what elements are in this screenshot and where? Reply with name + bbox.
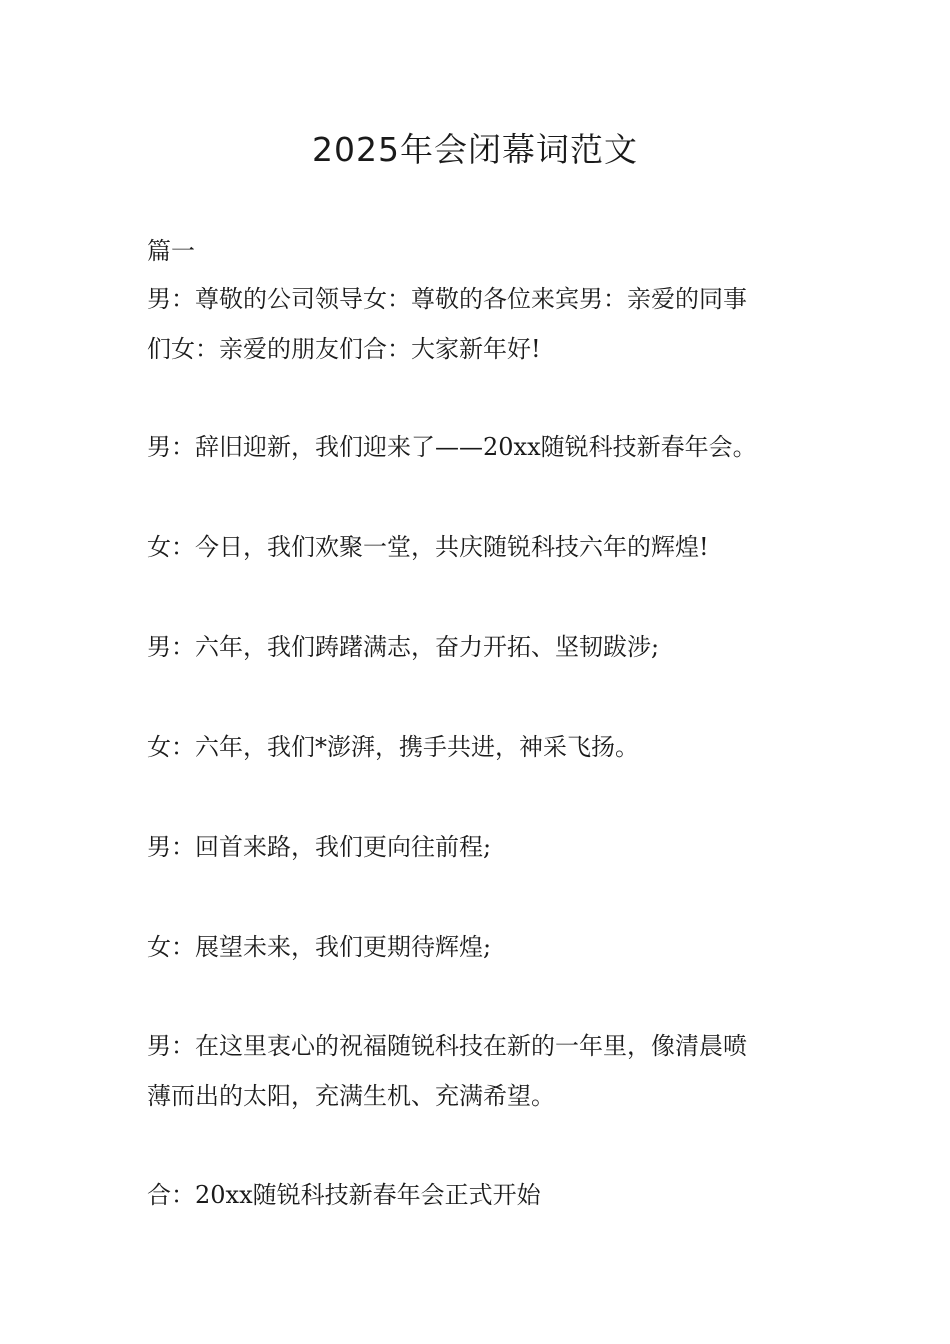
paragraph-line: 薄而出的太阳，充满生机、充满希望。: [147, 1082, 555, 1110]
paragraph-4: [147, 622, 812, 672]
paragraph-1: [147, 274, 812, 374]
paragraph-line: 女：六年，我们*澎湃，携手共进，神采飞扬。: [147, 733, 639, 761]
paragraph-2: [147, 422, 812, 472]
section-heading: 篇一: [147, 237, 195, 265]
paragraph-line: 男：尊敬的公司领导女：尊敬的各位来宾男：亲爱的同事: [147, 285, 747, 313]
paragraph-line: 女：今日，我们欢聚一堂，共庆随锐科技六年的辉煌!: [147, 533, 709, 561]
paragraph-line: 男：辞旧迎新，我们迎来了——20xx随锐科技新春年会。: [147, 433, 757, 461]
paragraph-7: [147, 922, 812, 972]
paragraph-8: [147, 1021, 812, 1121]
paragraph-line: 男：六年，我们踌躇满志，奋力开拓、坚韧跋涉;: [147, 633, 660, 661]
paragraph-line: 女：展望未来，我们更期待辉煌;: [147, 933, 492, 961]
paragraph-line: 合：20xx随锐科技新春年会正式开始: [147, 1181, 541, 1209]
paragraph-line: 们女：亲爱的朋友们合：大家新年好!: [147, 335, 541, 363]
paragraph-5: [147, 722, 812, 772]
paragraph-3: [147, 522, 812, 572]
document-title: 2025年会闭幕词范文: [312, 130, 638, 169]
paragraph-line: 男：回首来路，我们更向往前程;: [147, 833, 492, 861]
paragraph-line: 男：在这里衷心的祝福随锐科技在新的一年里，像清晨喷: [147, 1032, 747, 1060]
paragraph-9: [147, 1170, 812, 1220]
paragraph-6: [147, 822, 812, 872]
